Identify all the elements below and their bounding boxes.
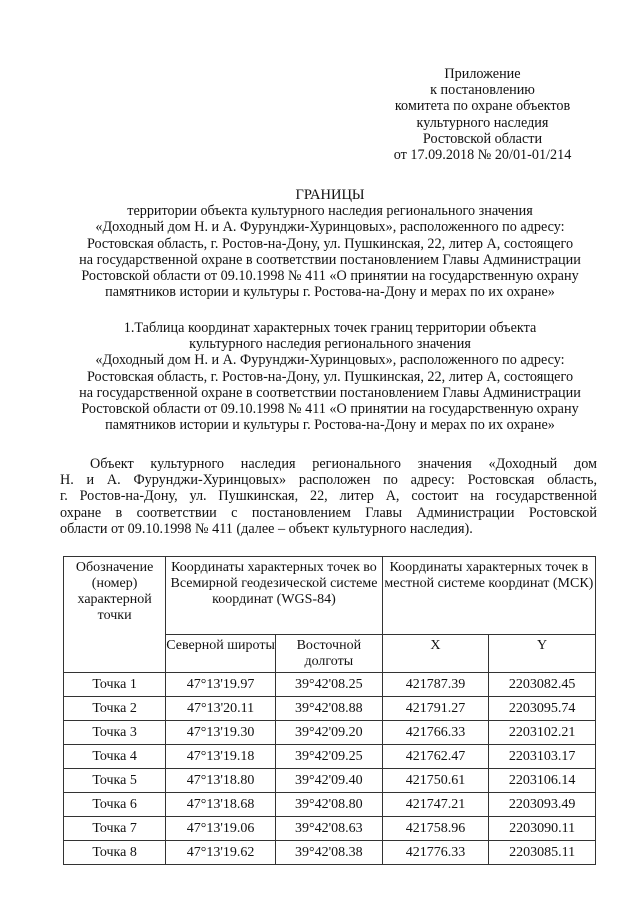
cell-lon: 39°42'08.80 [275,793,382,817]
cell-point: Точка 8 [64,841,166,865]
cell-lat: 47°13'19.30 [166,721,276,745]
cell-x: 421791.27 [382,697,489,721]
cell-lon: 39°42'08.88 [275,697,382,721]
appendix-line: комитета по охране объектов [394,98,571,115]
cell-lon: 39°42'09.25 [275,745,382,769]
document-heading: ГРАНИЦЫ [295,187,365,203]
title-line: «Доходный дом Н. и А. Фурунджи-Хуринцовых», расположенного по адресу: [95,219,565,236]
appendix-line: от 17.09.2018 № 20/01-01/214 [393,147,572,164]
table-row [64,769,596,793]
cell-point: Точка 2 [64,697,166,721]
table-title-block [40,320,620,433]
table-row [64,673,596,697]
table-row [64,721,596,745]
header-x: X [382,635,489,673]
cell-x: 421787.39 [382,673,489,697]
table-title-line: 1.Таблица координат характерных точек границ территории объекта [123,320,537,336]
cell-point: Точка 3 [64,721,166,745]
title-line: памятников истории и культуры г. Ростова-на-Дону и мерах по их охране» [105,284,555,301]
header-lat: Северной широты [166,635,276,673]
cell-x: 421747.21 [382,793,489,817]
cell-lat: 47°13'18.80 [166,769,276,793]
paragraph-line: области от 09.10.1998 № 411 (далее – объект культурного наследия). [60,520,473,537]
cell-point: Точка 4 [64,745,166,769]
cell-lon: 39°42'08.63 [275,817,382,841]
cell-x: 421762.47 [382,745,489,769]
table-title-line: Ростовской области от 09.10.1998 № 411 «О принятии на государственную охрану [81,401,579,418]
table-row [64,817,596,841]
header-wgs: Координаты характерных точек во Всемирной геодезической системе координат (WGS-84) [166,557,382,635]
paragraph-line: г. Ростов-на-Дону, ул. Пушкинская, 22, литер А, состоит на государственной [60,488,597,505]
cell-point: Точка 5 [64,769,166,793]
cell-lat: 47°13'18.68 [166,793,276,817]
table-row [64,697,596,721]
cell-x: 421776.33 [382,841,489,865]
cell-point: Точка 6 [64,793,166,817]
table-row [64,793,596,817]
paragraph-line: Объект культурного наследия регионального значения «Доходный дом [90,456,597,472]
title-line: на государственной охране в соответствии постановлением Главы Администрации [79,251,581,268]
header-point: Обозначение (номер) характерной точки [64,557,166,673]
appendix-line: Ростовской области [422,130,543,147]
table-title-line: на государственной охране в соответствии постановлением Главы Администрации [79,384,581,401]
cell-x: 421750.61 [382,769,489,793]
cell-x: 421758.96 [382,817,489,841]
cell-y: 2203093.49 [489,793,596,817]
cell-lon: 39°42'09.20 [275,721,382,745]
coordinates-table [63,556,596,865]
cell-lon: 39°42'09.40 [275,769,382,793]
table-title-line: культурного наследия регионального значения [189,336,471,353]
paragraph-line: Н. и А. Фурунджи-Хуринцовых» расположен по адресу: Ростовская область, [60,472,597,489]
header-msk: Координаты характерных точек в местной системе координат (МСК) [382,557,595,635]
table-row [64,841,596,865]
title-line: территории объекта культурного наследия регионального значения [127,203,533,220]
cell-point: Точка 1 [64,673,166,697]
table-title-line: памятников истории и культуры г. Ростова-на-Дону и мерах по их охране» [105,417,555,434]
cell-y: 2203103.17 [489,745,596,769]
appendix-header [380,66,585,163]
cell-y: 2203102.21 [489,721,596,745]
cell-lat: 47°13'19.97 [166,673,276,697]
appendix-line: Приложение [444,66,521,82]
cell-lon: 39°42'08.25 [275,673,382,697]
cell-lon: 39°42'08.38 [275,841,382,865]
cell-lat: 47°13'19.18 [166,745,276,769]
cell-y: 2203090.11 [489,817,596,841]
description-paragraph [60,456,597,537]
header-y: Y [489,635,596,673]
document-title-block [40,187,620,300]
cell-y: 2203082.45 [489,673,596,697]
cell-y: 2203085.11 [489,841,596,865]
title-line: Ростовская область, г. Ростов-на-Дону, ул. Пушкинская, 22, литер А, состоящего [86,235,574,252]
title-line: Ростовской области от 09.10.1998 № 411 «О принятии на государственную охрану [81,268,579,285]
cell-point: Точка 7 [64,817,166,841]
table-title-line: Ростовская область, г. Ростов-на-Дону, ул. Пушкинская, 22, литер А, состоящего [86,368,574,385]
table-title-line: «Доходный дом Н. и А. Фурунджи-Хуринцовых», расположенного по адресу: [95,352,565,369]
paragraph-line: охране в соответствии с постановлением Главы Администрации Ростовской [60,504,597,521]
appendix-line: к постановлению [430,82,535,99]
cell-lat: 47°13'19.62 [166,841,276,865]
cell-y: 2203095.74 [489,697,596,721]
appendix-line: культурного наследия [416,114,549,131]
header-lon: Восточной долготы [275,635,382,673]
table-row [64,745,596,769]
cell-lat: 47°13'20.11 [166,697,276,721]
cell-lat: 47°13'19.06 [166,817,276,841]
cell-y: 2203106.14 [489,769,596,793]
cell-x: 421766.33 [382,721,489,745]
